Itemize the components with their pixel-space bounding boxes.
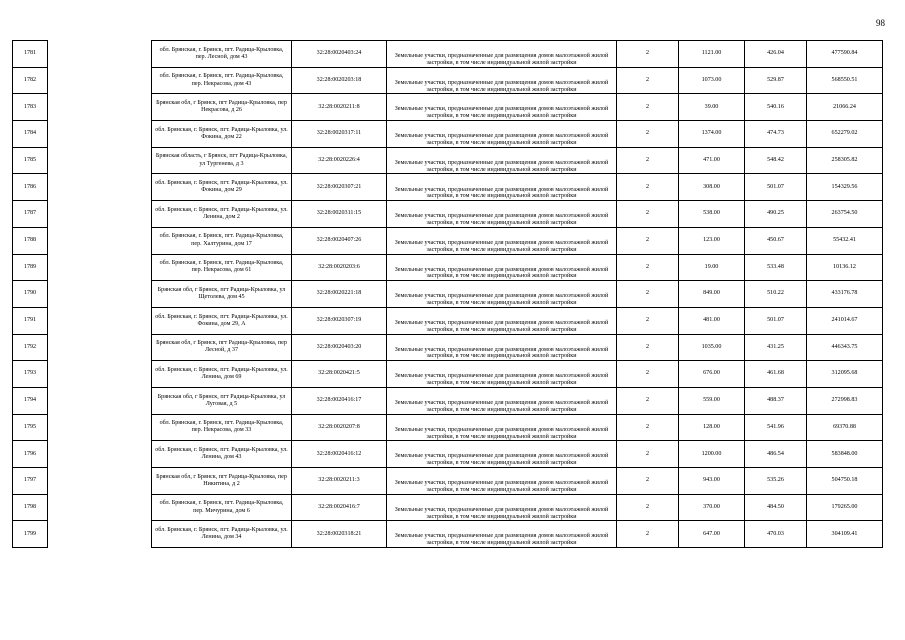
land-use-cell: Земельные участки, предназначенные для размещения домов малоэтажной жилой застройки, в том числе индивидуальной жилой застройки <box>387 41 617 68</box>
land-use-cell: Земельные участки, предназначенные для размещения домов малоэтажной жилой застройки, в том числе индивидуальной жилой застройки <box>387 334 617 361</box>
blank-column-cell <box>48 387 152 414</box>
row-number-cell: 1792 <box>13 334 48 361</box>
row-number-cell: 1798 <box>13 494 48 521</box>
area-cell: 471.00 <box>679 147 745 174</box>
table-row <box>13 227 883 254</box>
cadastral-number-cell: 32:28:0020221:18 <box>292 281 387 308</box>
cadastral-number-cell: 32:28:0020416:17 <box>292 387 387 414</box>
land-use-cell: Земельные участки, предназначенные для размещения домов малоэтажной жилой застройки, в том числе индивидуальной жилой застройки <box>387 414 617 441</box>
blank-column-cell <box>48 254 152 281</box>
blank-column-cell <box>48 174 152 201</box>
table-row <box>13 441 883 468</box>
area-cell: 647.00 <box>679 521 745 548</box>
table-row <box>13 334 883 361</box>
specific-value-cell: 486.54 <box>745 441 807 468</box>
table-row <box>13 201 883 228</box>
area-cell: 1200.00 <box>679 441 745 468</box>
cadastral-number-cell: 32:28:0020311:15 <box>292 201 387 228</box>
blank-column-cell <box>48 67 152 94</box>
address-cell: Брянская обл, г Брянск, пгт Радица-Крыловка, ул Луговая, д 5 <box>152 387 292 414</box>
row-number-cell: 1782 <box>13 67 48 94</box>
area-cell: 481.00 <box>679 307 745 334</box>
cadastral-number-cell: 32:28:0020318:21 <box>292 521 387 548</box>
cadastral-value-table <box>12 40 883 548</box>
table-row <box>13 94 883 121</box>
land-use-cell: Земельные участки, предназначенные для размещения домов малоэтажной жилой застройки, в том числе индивидуальной жилой застройки <box>387 121 617 148</box>
blank-column-cell <box>48 441 152 468</box>
zone-cell: 2 <box>617 414 679 441</box>
address-cell: обл. Брянская, г. Брянск, пгт. Радица-Крыловка, ул. Ленина, дом 2 <box>152 201 292 228</box>
row-number-cell: 1795 <box>13 414 48 441</box>
zone-cell: 2 <box>617 307 679 334</box>
blank-column-cell <box>48 147 152 174</box>
cadastral-value-cell: 583848.00 <box>807 441 883 468</box>
cadastral-number-cell: 32:28:0020317:11 <box>292 121 387 148</box>
cadastral-value-cell: 10136.12 <box>807 254 883 281</box>
address-cell: обл. Брянская, г. Брянск, пгт. Радица-Крыловка, ул. Фокина, дом 29 <box>152 174 292 201</box>
table-body <box>13 41 883 548</box>
cadastral-value-cell: 446343.75 <box>807 334 883 361</box>
area-cell: 19.00 <box>679 254 745 281</box>
table-row <box>13 174 883 201</box>
zone-cell: 2 <box>617 201 679 228</box>
row-number-cell: 1787 <box>13 201 48 228</box>
zone-cell: 2 <box>617 281 679 308</box>
land-use-cell: Земельные участки, предназначенные для размещения домов малоэтажной жилой застройки, в том числе индивидуальной жилой застройки <box>387 281 617 308</box>
cadastral-number-cell: 32:28:0020403:20 <box>292 334 387 361</box>
blank-column-cell <box>48 468 152 495</box>
cadastral-number-cell: 32:28:0020211:3 <box>292 468 387 495</box>
land-use-cell: Земельные участки, предназначенные для размещения домов малоэтажной жилой застройки, в том числе индивидуальной жилой застройки <box>387 468 617 495</box>
cadastral-value-cell: 263754.50 <box>807 201 883 228</box>
specific-value-cell: 548.42 <box>745 147 807 174</box>
cadastral-number-cell: 32:28:0020307:19 <box>292 307 387 334</box>
blank-column-cell <box>48 41 152 68</box>
address-cell: обл. Брянская, г. Брянск, пгт. Радица-Крыловка, ул. Ленина, дом 34 <box>152 521 292 548</box>
table-row <box>13 281 883 308</box>
table-row <box>13 361 883 388</box>
address-cell: обл. Брянская, г. Брянск, пгт. Радица-Крыловка, пер. Лесной, дом 43 <box>152 41 292 68</box>
address-cell: Брянская область, г Брянск, пгт Радица-Крыловка, ул Тургенева, д 3 <box>152 147 292 174</box>
specific-value-cell: 488.37 <box>745 387 807 414</box>
cadastral-number-cell: 32:28:0020421:5 <box>292 361 387 388</box>
zone-cell: 2 <box>617 254 679 281</box>
cadastral-value-cell: 21066.24 <box>807 94 883 121</box>
table-row <box>13 468 883 495</box>
land-use-cell: Земельные участки, предназначенные для размещения домов малоэтажной жилой застройки, в том числе индивидуальной жилой застройки <box>387 307 617 334</box>
page-number: 98 <box>876 18 885 28</box>
blank-column-cell <box>48 334 152 361</box>
blank-column-cell <box>48 281 152 308</box>
table-row <box>13 387 883 414</box>
land-use-cell: Земельные участки, предназначенные для размещения домов малоэтажной жилой застройки, в том числе индивидуальной жилой застройки <box>387 94 617 121</box>
table-row <box>13 147 883 174</box>
row-number-cell: 1793 <box>13 361 48 388</box>
cadastral-value-cell: 179265.00 <box>807 494 883 521</box>
area-cell: 370.00 <box>679 494 745 521</box>
address-cell: обл. Брянская, г. Брянск, пгт. Радица-Крыловка, ул. Ленина, дом 69 <box>152 361 292 388</box>
land-use-cell: Земельные участки, предназначенные для размещения домов малоэтажной жилой застройки, в том числе индивидуальной жилой застройки <box>387 201 617 228</box>
area-cell: 1374.00 <box>679 121 745 148</box>
blank-column-cell <box>48 414 152 441</box>
row-number-cell: 1785 <box>13 147 48 174</box>
specific-value-cell: 484.50 <box>745 494 807 521</box>
blank-column-cell <box>48 94 152 121</box>
specific-value-cell: 501.07 <box>745 307 807 334</box>
zone-cell: 2 <box>617 41 679 68</box>
specific-value-cell: 540.16 <box>745 94 807 121</box>
cadastral-value-cell: 241014.67 <box>807 307 883 334</box>
cadastral-value-cell: 258305.82 <box>807 147 883 174</box>
row-number-cell: 1794 <box>13 387 48 414</box>
land-use-cell: Земельные участки, предназначенные для размещения домов малоэтажной жилой застройки, в том числе индивидуальной жилой застройки <box>387 254 617 281</box>
address-cell: Брянская обл, г Брянск, пгт Радица-Крыловка, пер Никитина, д 2 <box>152 468 292 495</box>
cadastral-number-cell: 32:28:0020203:18 <box>292 67 387 94</box>
address-cell: Брянская обл, г Брянск, пгт Радица-Крыловка, ул Щетолева, дом 45 <box>152 281 292 308</box>
row-number-cell: 1791 <box>13 307 48 334</box>
cadastral-number-cell: 32:28:0020416:7 <box>292 494 387 521</box>
zone-cell: 2 <box>617 147 679 174</box>
row-number-cell: 1789 <box>13 254 48 281</box>
cadastral-number-cell: 32:28:0020203:6 <box>292 254 387 281</box>
table-row <box>13 67 883 94</box>
table-row <box>13 41 883 68</box>
zone-cell: 2 <box>617 521 679 548</box>
row-number-cell: 1786 <box>13 174 48 201</box>
cadastral-value-cell: 272998.83 <box>807 387 883 414</box>
specific-value-cell: 510.22 <box>745 281 807 308</box>
address-cell: Брянская обл, г Брянск, пгт Радица-Крыловка, пер Некрасова, д 26 <box>152 94 292 121</box>
cadastral-number-cell: 32:28:0020407:26 <box>292 227 387 254</box>
cadastral-value-cell: 568550.51 <box>807 67 883 94</box>
land-use-cell: Земельные участки, предназначенные для размещения домов малоэтажной жилой застройки, в том числе индивидуальной жилой застройки <box>387 174 617 201</box>
specific-value-cell: 431.25 <box>745 334 807 361</box>
zone-cell: 2 <box>617 494 679 521</box>
specific-value-cell: 426.04 <box>745 41 807 68</box>
row-number-cell: 1788 <box>13 227 48 254</box>
address-cell: обл. Брянская, г. Брянск, пгт. Радица-Крыловка, ул. Фокина, дом 29, А <box>152 307 292 334</box>
cadastral-value-cell: 433176.78 <box>807 281 883 308</box>
zone-cell: 2 <box>617 387 679 414</box>
zone-cell: 2 <box>617 361 679 388</box>
address-cell: обл. Брянская, г. Брянск, пгт. Радица-Крыловка, пер. Некрасова, дом 61 <box>152 254 292 281</box>
row-number-cell: 1781 <box>13 41 48 68</box>
address-cell: обл. Брянская, г. Брянск, пгт. Радица-Крыловка, ул. Ленина, дом 43 <box>152 441 292 468</box>
specific-value-cell: 450.67 <box>745 227 807 254</box>
table-row <box>13 494 883 521</box>
area-cell: 1073.00 <box>679 67 745 94</box>
zone-cell: 2 <box>617 468 679 495</box>
cadastral-value-cell: 69370.88 <box>807 414 883 441</box>
cadastral-number-cell: 32:28:0020207:8 <box>292 414 387 441</box>
land-use-cell: Земельные участки, предназначенные для размещения домов малоэтажной жилой застройки, в том числе индивидуальной жилой застройки <box>387 361 617 388</box>
area-cell: 538.00 <box>679 201 745 228</box>
blank-column-cell <box>48 521 152 548</box>
zone-cell: 2 <box>617 174 679 201</box>
specific-value-cell: 533.48 <box>745 254 807 281</box>
zone-cell: 2 <box>617 227 679 254</box>
cadastral-value-cell: 477590.84 <box>807 41 883 68</box>
land-use-cell: Земельные участки, предназначенные для размещения домов малоэтажной жилой застройки, в том числе индивидуальной жилой застройки <box>387 387 617 414</box>
table-row <box>13 307 883 334</box>
table-row <box>13 121 883 148</box>
address-cell: обл. Брянская, г. Брянск, пгт. Радица-Крыловка, пер. Мичурина, дом 6 <box>152 494 292 521</box>
blank-column-cell <box>48 494 152 521</box>
land-use-cell: Земельные участки, предназначенные для размещения домов малоэтажной жилой застройки, в том числе индивидуальной жилой застройки <box>387 521 617 548</box>
cadastral-value-cell: 55432.41 <box>807 227 883 254</box>
specific-value-cell: 535.26 <box>745 468 807 495</box>
cadastral-number-cell: 32:28:0020403:24 <box>292 41 387 68</box>
row-number-cell: 1797 <box>13 468 48 495</box>
area-cell: 39.00 <box>679 94 745 121</box>
cadastral-value-cell: 154329.56 <box>807 174 883 201</box>
cadastral-value-cell: 652279.02 <box>807 121 883 148</box>
row-number-cell: 1799 <box>13 521 48 548</box>
zone-cell: 2 <box>617 121 679 148</box>
specific-value-cell: 474.73 <box>745 121 807 148</box>
row-number-cell: 1784 <box>13 121 48 148</box>
address-cell: обл. Брянская, г. Брянск, пгт. Радица-Крыловка, ул. Фокина, дом 22 <box>152 121 292 148</box>
area-cell: 1035.00 <box>679 334 745 361</box>
blank-column-cell <box>48 201 152 228</box>
land-use-cell: Земельные участки, предназначенные для размещения домов малоэтажной жилой застройки, в том числе индивидуальной жилой застройки <box>387 441 617 468</box>
area-cell: 308.00 <box>679 174 745 201</box>
blank-column-cell <box>48 361 152 388</box>
specific-value-cell: 501.07 <box>745 174 807 201</box>
specific-value-cell: 490.25 <box>745 201 807 228</box>
cadastral-value-cell: 312095.68 <box>807 361 883 388</box>
land-use-cell: Земельные участки, предназначенные для размещения домов малоэтажной жилой застройки, в том числе индивидуальной жилой застройки <box>387 227 617 254</box>
cadastral-number-cell: 32:28:0020307:21 <box>292 174 387 201</box>
address-cell: обл. Брянская, г. Брянск, пгт. Радица-Крыловка, пер. Некрасова, дом 43 <box>152 67 292 94</box>
table-row <box>13 521 883 548</box>
specific-value-cell: 461.68 <box>745 361 807 388</box>
row-number-cell: 1783 <box>13 94 48 121</box>
land-use-cell: Земельные участки, предназначенные для размещения домов малоэтажной жилой застройки, в том числе индивидуальной жилой застройки <box>387 147 617 174</box>
specific-value-cell: 541.96 <box>745 414 807 441</box>
zone-cell: 2 <box>617 94 679 121</box>
cadastral-value-table-container <box>12 40 882 548</box>
specific-value-cell: 529.87 <box>745 67 807 94</box>
area-cell: 123.00 <box>679 227 745 254</box>
blank-column-cell <box>48 227 152 254</box>
row-number-cell: 1796 <box>13 441 48 468</box>
area-cell: 128.00 <box>679 414 745 441</box>
area-cell: 676.00 <box>679 361 745 388</box>
cadastral-number-cell: 32:28:0020211:8 <box>292 94 387 121</box>
cadastral-number-cell: 32:28:0020226:4 <box>292 147 387 174</box>
cadastral-value-cell: 304109.41 <box>807 521 883 548</box>
cadastral-value-cell: 504750.18 <box>807 468 883 495</box>
land-use-cell: Земельные участки, предназначенные для размещения домов малоэтажной жилой застройки, в том числе индивидуальной жилой застройки <box>387 67 617 94</box>
cadastral-number-cell: 32:28:0020416:12 <box>292 441 387 468</box>
area-cell: 849.00 <box>679 281 745 308</box>
zone-cell: 2 <box>617 441 679 468</box>
blank-column-cell <box>48 307 152 334</box>
table-row <box>13 414 883 441</box>
zone-cell: 2 <box>617 334 679 361</box>
blank-column-cell <box>48 121 152 148</box>
address-cell: обл. Брянская, г. Брянск, пгт. Радица-Крыловка, пер. Некрасова, дом 33 <box>152 414 292 441</box>
address-cell: Брянская обл, г Брянск, пгт Радица-Крыловка, пер Лесной, д 37 <box>152 334 292 361</box>
area-cell: 1121.00 <box>679 41 745 68</box>
row-number-cell: 1790 <box>13 281 48 308</box>
area-cell: 943.00 <box>679 468 745 495</box>
zone-cell: 2 <box>617 67 679 94</box>
table-row <box>13 254 883 281</box>
land-use-cell: Земельные участки, предназначенные для размещения домов малоэтажной жилой застройки, в том числе индивидуальной жилой застройки <box>387 494 617 521</box>
address-cell: обл. Брянская, г. Брянск, пгт. Радица-Крыловка, пер. Халтурина, дом 17 <box>152 227 292 254</box>
area-cell: 559.00 <box>679 387 745 414</box>
specific-value-cell: 470.03 <box>745 521 807 548</box>
